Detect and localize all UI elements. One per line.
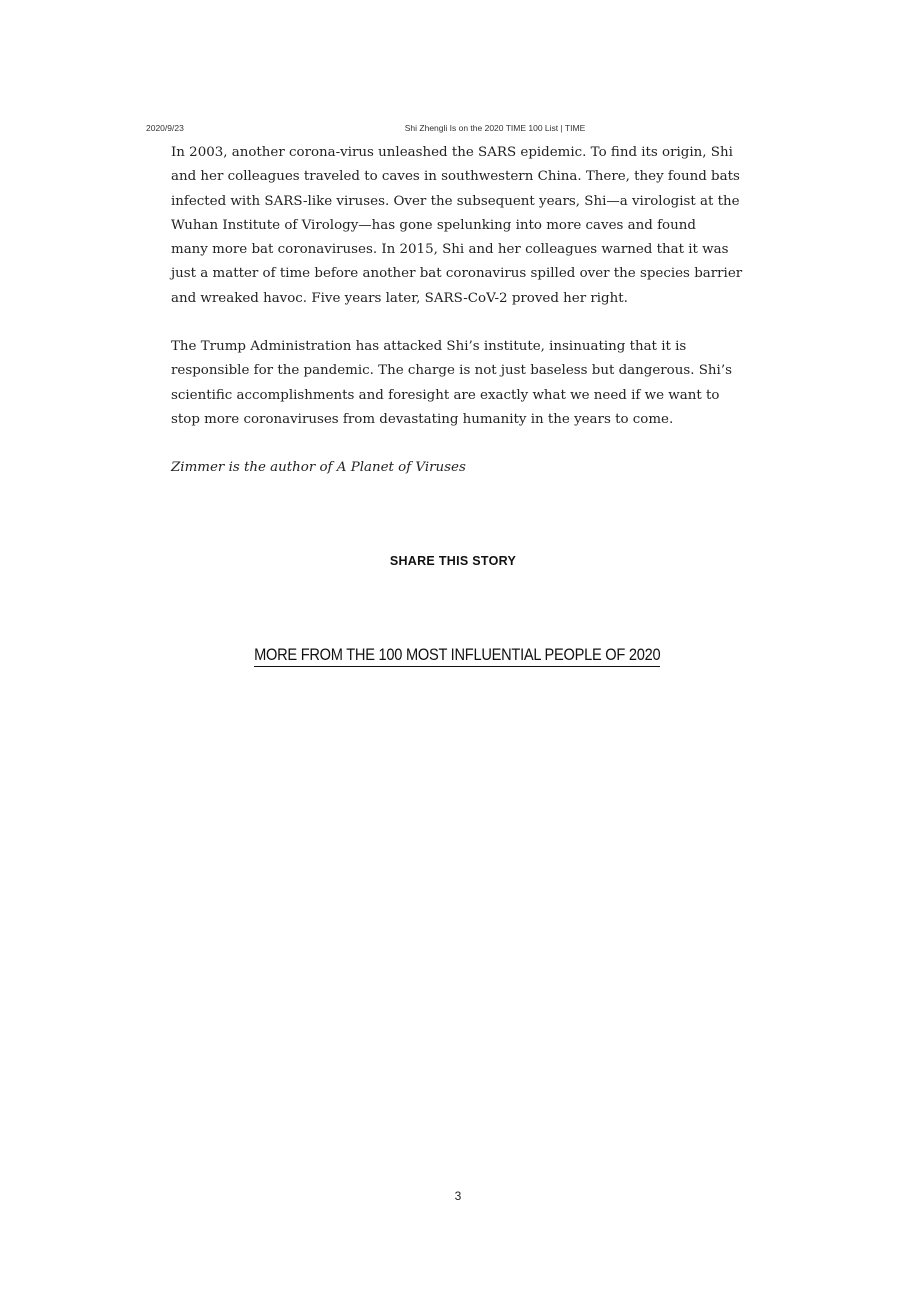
author-byline: Zimmer is the author of A Planet of Viruses: [171, 460, 466, 476]
more-from-time100-link[interactable]: MORE FROM THE 100 MOST INFLUENTIAL PEOPLE OF 2020: [254, 645, 660, 667]
print-page-title: Shi Zhengli Is on the 2020 TIME 100 List | TIME: [404, 123, 586, 133]
article-paragraph: The Trump Administration has attacked Shi’s institute, insinuating that it is responsible for the pandemic. The charge is not just baseless but dangerous. Shi’s scientific accomplishments and foresight are exactly what we need if we want to stop more coronaviruses from devastating humanity in the years to come.: [171, 339, 732, 427]
share-this-story-heading: SHARE THIS STORY: [389, 554, 517, 568]
more-section: [0, 645, 914, 667]
print-date: 2020/9/23: [146, 123, 184, 133]
page-number: 3: [454, 1189, 462, 1203]
article-paragraph: In 2003, another corona-virus unleashed the SARS epidemic. To find its origin, Shi and her colleagues traveled to caves in southwestern China. There, they found bats infected with SARS-like viruses. Over the subsequent years, Shi—a virologist at the Wuhan Institute of Virology—has gone spelunking into more caves and found many more bat coronaviruses. In 2015, Shi and her colleagues warned that it was just a matter of time before another bat coronavirus spilled over the species barrier and wreaked havoc. Five years later, SARS-CoV-2 proved her right.: [171, 145, 743, 306]
article-body: [171, 141, 761, 505]
print-header: [0, 123, 918, 137]
